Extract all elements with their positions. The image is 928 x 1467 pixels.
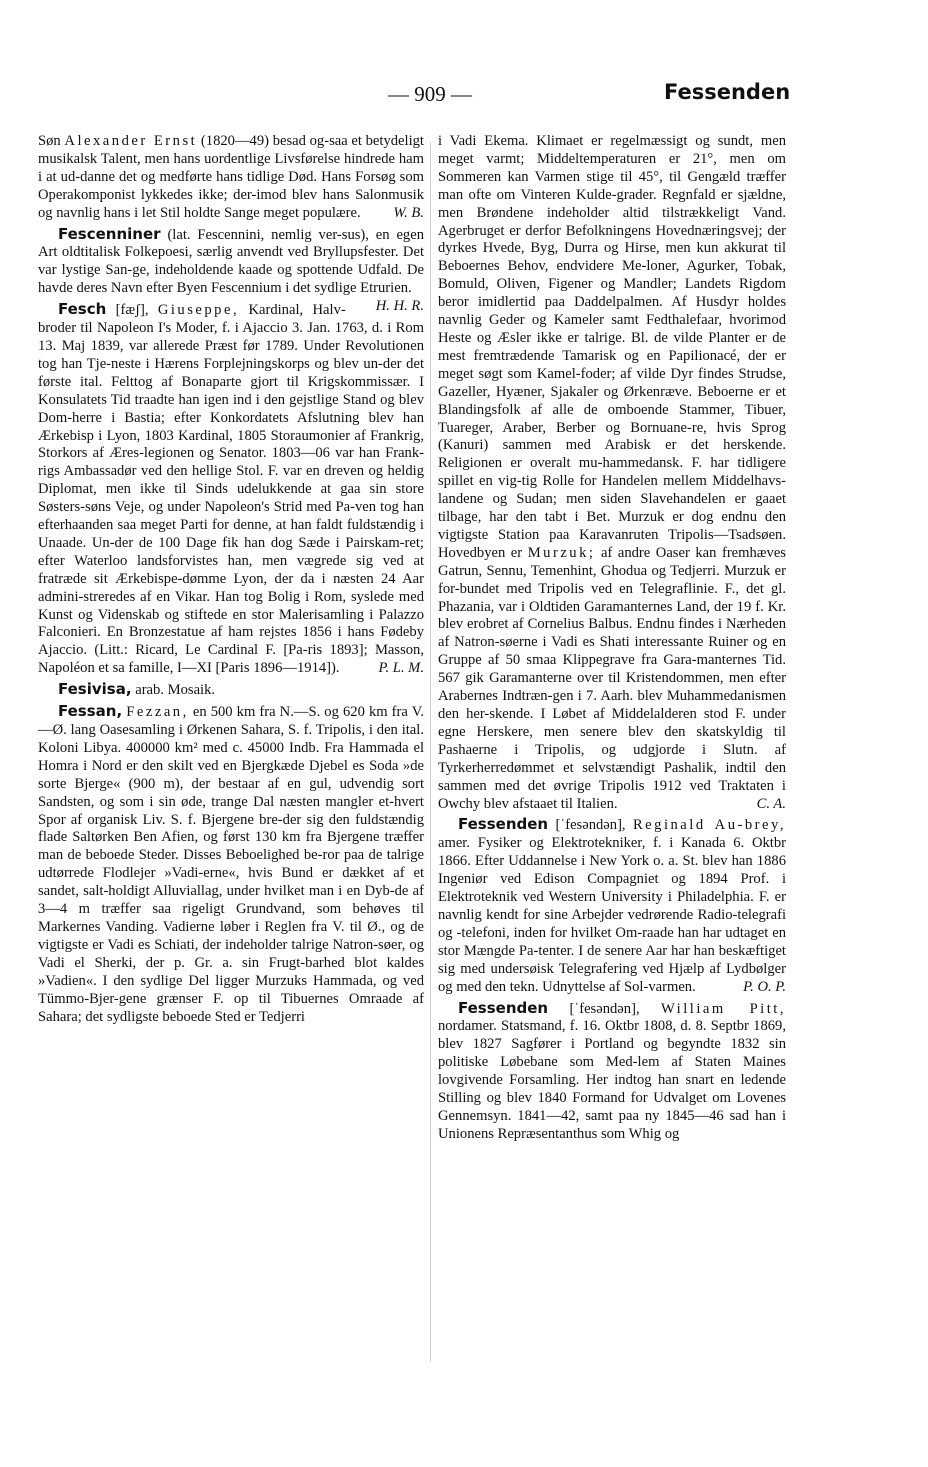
- entry-fessenden-william: [438, 1000, 786, 1144]
- entry-fessan-continued: [438, 133, 786, 813]
- page-number: — 909 —: [388, 82, 472, 106]
- entry-text: Kardinal, Halv-broder til Napoleon I's Moder, f. i Ajaccio 3. Jan. 1763, d. i Rom 13. Maj 1839, var allerede Præst før 1789. Under Revolutionen tog han Tje-neste i Hærens Forplejningskorps og blev un-der det første ital. Felttog af Bonaparte gjort til Krigskommissær. I Konsulatets Tid traadte han igen ind i den gejstlige Stand og blev Dom-herre i Bastia; efter Konkordatets Afslutning blev han Ærkebisp i Lyon, 1803 Kardinal, 1805 Storaumonier af Frankrig, Storkors af Æres-legionen og Senator. 1803—06 var han Frank-rigs Ambassadør ved den hellige Stol. F. var en dreven og heldig Diplomat, men ikke til Sinds udelukkende at gaa sin store Søsters-søns Veje, og under Napoleon's Strid med Pa-ven tog han efterhaanden saa meget Parti for denne, at han faldt fuldstændig i Unaade. Un-der de 100 Dage fik han dog Sæde i Pairskam-ret; efter Waterloo landsforvistes han, men vægrede sig ved at fratræde sit Ærkebispe-dømme Lyon, der da i næsten 24 Aar admini-streredes af en Vikar. Han tog Bolig i Rom, syslede med Kunst og Videnskab og stiftede en stor Malerisamling i Palazzo Falconieri. En Bronzestatue af ham rejstes 1856 i hans Fødeby Ajaccio.: [38, 302, 424, 659]
- person-name: Giuseppe,: [157, 302, 240, 319]
- right-column: [438, 133, 786, 1144]
- headword: Fessenden: [458, 998, 549, 1017]
- entry-text: arab. Mosaik.: [135, 682, 216, 699]
- entry-fessenden-reginald: [438, 816, 786, 996]
- signature: H. H. R.: [375, 298, 424, 315]
- person-name: Alexander Ernst: [64, 133, 198, 149]
- entry-text: af andre Oaser kan fremhæves Gatrun, Sennu, Temenhint, Ghodua og Tedjerri. Murzuk er for-bundet med Tripolis ved en Telegraflinie. F., det gl. Phazania, var i Oldtiden Garamanternes Land, der 19 f. Kr. blev erobret af Cornelius Balbus. Endnu findes i Nærheden af Natron-søerne i Vadi es Shati interessante Ruiner og en Gruppe af 50 smaa Klippegrave fra Gara-manternes Tid. 567 gik Garamanterne over til Kristendommen, men efter Arabernes Indtræn-gen i 7. Aarh. blev Muhammedanismen den her-skende. I Løbet af Middelalderen stod F. under egne Herskere, men senere blev den skatskyldig til Pashaerne i Tripolis, og udgjorde i Slutn. af Tyrkerherredømmet et selvstændigt Pashalik, indtil den sammen med det øvrige Tripolis 1912 ved Traktaten i Owchy blev afstaaet til Italien.: [438, 544, 786, 812]
- person-name: Reginald Au-brey,: [632, 817, 786, 834]
- signature: C. A.: [756, 795, 786, 812]
- pronunciation: [fæʃ],: [115, 302, 149, 319]
- running-head: Fessenden: [664, 80, 791, 104]
- capital-city: Murzuk;: [527, 544, 596, 561]
- entry-fessan: [38, 703, 424, 1026]
- left-column: [38, 133, 424, 1026]
- entry-text: en 500 km fra N.—S. og 620 km fra V.—Ø. lang Oasesamling i Ørkenen Sahara, S. f. Tripolis, i den ital. Koloni Libya. 400000 km² med c. 45000 Indb. Fra Hammada el Homra i Nord er den skilt ved en Bjergkæde Djebel es Soda »de sorte Bjerge« (900 m), der bestaar af en gul, udvendig sort Sandsten, og som i sin øde, trange Dal næsten mangler et-hvert Spor af organisk Liv. S. f. Bjergene bre-der sig den fuldstændig flade Saltørken Ben Afien, og først 130 km fra Bjergene træffer man de beboede Steder. Disses Beboelighed be-ror paa de talrige udtørrede Flodlejer »Vadi-erne«, hvis Bund er dækket af et sandet, salt-holdigt Alluviallag, under hvilket man i en Dyb-de af 3—4 m træffer saa rigeligt Grundvand, som behøves til Markernes Vanding. Vadierne løber i Reglen fra V. til Ø., og de vigtigste er Vadi es Schiati, der indeholder talrige Natron-søer, og Vadi el Sherki, der p. Gr. a. sin Frugt-barhed blot kaldes »Vadien«. I den sydlige Del ligger Murzuks Hammada, og ved Tümmo-Bjer-gene grænser F. op til Tibuernes Omraade af Sahara; det sydligste beboede Sted er Tedjerri: [38, 704, 425, 1025]
- column-divider: [430, 142, 431, 1362]
- entry-text: (1820—49) besad og-saa et betydeligt musikalsk Talent, men hans uordentlige Livsførelse hindrede ham i at ud-danne det og medførte hans tidlige Død. Hans Forsøg som Operakomponist lykkedes ikke; der-imod blev hans Salonmusik og navnlig hans i let Stil holdte Sange meget populære.: [38, 133, 424, 221]
- entry-text: (lat. Fescennini, nemlig ver-sus), en egen Art oldtitalisk Folkepoesi, særlig anvendt ved Bryllupsfester. Det var lystige San-ge, indeholdende kaade og spottende Udfald. De havde deres Navn efter Byen Fescennium i det sydlige Etrurien.: [38, 226, 424, 297]
- lead-word: Søn: [38, 133, 61, 149]
- headword: Fesch: [58, 300, 107, 319]
- entry-fesch: [38, 301, 424, 678]
- entry-text: i Vadi Ekema. Klimaet er regelmæssigt og sundt, men meget varmt; Middeltemperaturen er 21°, men om Sommeren kan Varmen stige til 45°, til Gengæld træffer man ofte om Vinteren Kulde-grader. Regnfald er sjældne, men Brøndene indeholder altid tilstrækkeligt Vand. Agerbruget er derfor Befolkningens Hovednæringsvej; der dyrkes Hvede, Byg, Durra og Hirse, men kun akkurat til Beboernes Behov, endvidere Me-loner, Agurker, Tobak, Bomuld, Oliven, Figener og Mandler; Landets Rigdom beror imidlertid paa Daddelpalmen. Af Husdyr holdes navnlig Geder og Kameler samt Fedthalefaar, hvorimod Heste og Æsler ikke er talrige. Bl. de vilde Planter er de mest fremtrædende Tamarisk og en Papilionacé, der er meget søgt som Kamel-foder; af vilde Dyr findes Strudse, Gazeller, Hyæner, Sjakaler og Ørkenræve. Beboerne er et Blandingsfolk af alle de omboende Stammer, Tibuer, Tuareger, Araber, Berber og Bornuane-re, hvis Sprog (Kanuri) sammen med Arabisk er det herskende. Religionen er overalt mu-hammedansk. F. har tidligere spillet en vig-tig Rolle for Handelen mellem Middelhavs-landene og Sudan; men siden Slavehandelen er gaaet tilbage, har den tabt i Bet. Murzuk er dog endnu den vigtigste Station paa Karavanruten Tripolis—Tsadsøen. Hovedbyen er: [438, 133, 786, 561]
- headword: Fesivisa,: [58, 680, 132, 699]
- headword: Fessenden: [458, 815, 549, 834]
- entry-continuation: [38, 133, 424, 223]
- entry-text: amer. Fysiker og Elektrotekniker, f. i Kanada 6. Oktbr 1866. Efter Uddannelse i New York o. a. St. blev han 1886 Ingeniør ved Edison Compagniet og 1894 Prof. i Elektroteknik ved Western University i Philadelphia. F. er navnlig kendt for sine Arbejder vedrørende Radio-telegrafi og -telefoni, inden for hvilket Om-raade han har udtaget en stor Mængde Pa-tenter. I de senere Aar har han beskæftiget sig med undersøisk Telegrafering ved Hjælp af Lydbølger og med den tekn. Udnyttelse af Sol-varmen.: [438, 835, 786, 995]
- entry-fesivisa: [38, 681, 424, 700]
- headword: Fescenniner: [58, 224, 161, 243]
- literature: (Litt.: Ricard, Le Cardinal F. [Pa-ris 1893]; Masson, Napoléon et sa famille, I—XI [Paris 1896—1914]).: [38, 642, 424, 677]
- headword: Fessan,: [58, 702, 123, 721]
- entry-text: nordamer. Statsmand, f. 16. Oktbr 1808, d. 8. Septbr 1869, blev 1827 Sagfører i Portland og begyndte 1832 sin politiske Løbebane som Med-lem af Staten Maines lovgivende Forsamling. Her indtog han snart en ledende Stilling og blev 1840 Formand for Udvalget om Lovenes Gennemsyn. 1841—42, samt paa ny 1845—46 sad han i Unionens Repræsentanthus som Whig og: [438, 1018, 786, 1142]
- person-name: William Pitt,: [660, 1000, 786, 1017]
- signature: P. O. P.: [743, 978, 786, 995]
- alternate-name: Fezzan,: [126, 704, 189, 721]
- signature: P. L. M.: [378, 660, 424, 677]
- pronunciation: [ˈfesəndən],: [569, 1000, 640, 1017]
- signature: W. B.: [393, 204, 424, 221]
- pronunciation: [ˈfesəndən],: [555, 817, 626, 834]
